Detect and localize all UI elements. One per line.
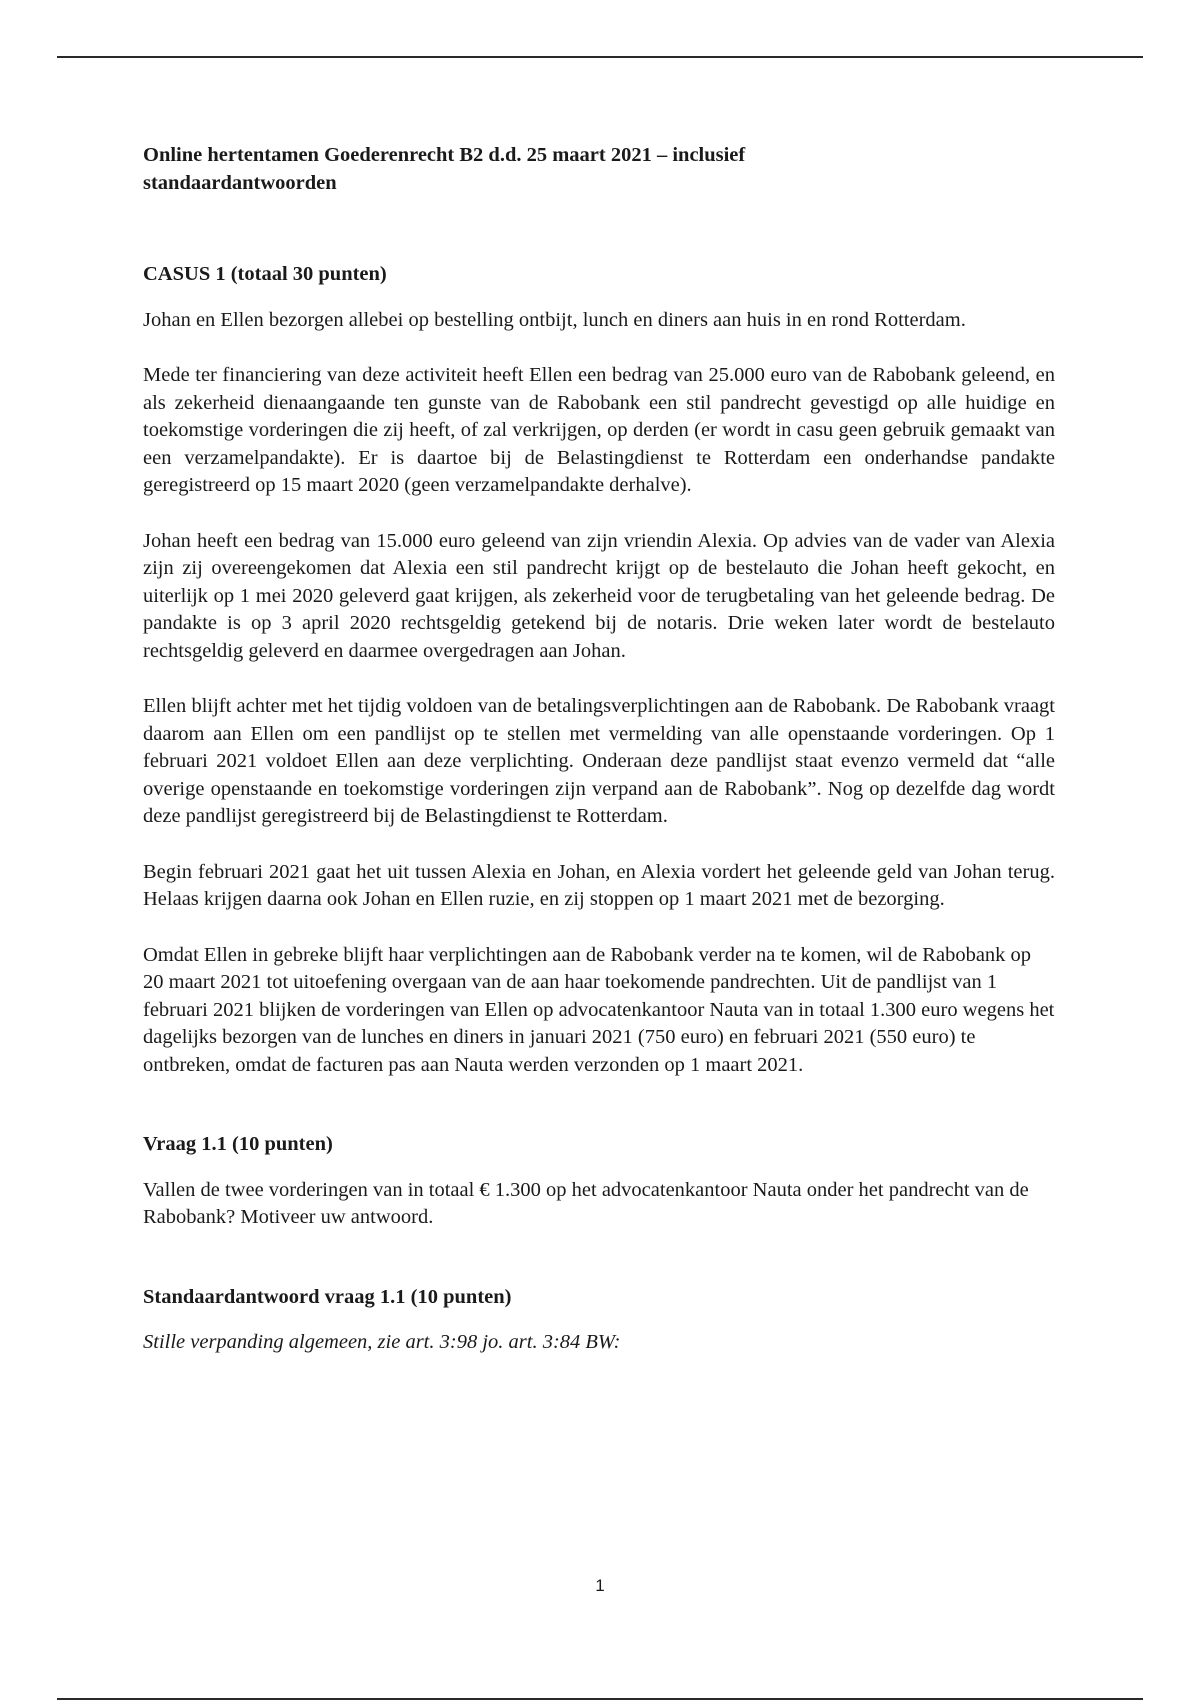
case-paragraph: Ellen blijft achter met het tijdig voldoen van de betalingsverplichtingen aan de Rabobank. De Rabobank vraagt daarom aan Ellen om een pandlijst op te stellen met vermelding van alle openstaande vorderingen. Op 1 februari 2021 voldoet Ellen aan deze verplichting. Onderaan deze pandlijst staat evenzo vermeld dat “alle overige openstaande en toekomstige vorderingen zijn verpand aan de Rabobank”. Nog op dezelfde dag wordt deze pandlijst geregistreerd bij de Belastingdienst te Rotterdam.: [143, 695, 1055, 827]
case-heading: CASUS 1 (totaal 30 punten): [143, 263, 387, 285]
document-title: Online hertentamen Goederenrecht B2 d.d. 25 maart 2021 – inclusief standaardantwoorden: [143, 144, 746, 194]
header-rule: [57, 56, 1143, 58]
question-text: Vallen de twee vorderingen van in totaal € 1.300 op het advocatenkantoor Nauta onder het pandrecht van de Rabobank? Motiveer uw antwoord.: [143, 1178, 1029, 1228]
case-paragraph: Johan heeft een bedrag van 15.000 euro geleend van zijn vriendin Alexia. Op advies van de vader van Alexia zijn zij overeengekomen dat Alexia een stil pandrecht krijgt op de bestelauto die Johan heeft gekocht, en uiterlijk op 1 mei 2020 geleverd gaat krijgen, als zekerheid voor de terugbetaling van het geleende bedrag. De pandakte is op 3 april 2020 rechtsgeldig getekend bij de notaris. Drie weken later wordt de bestelauto rechtsgeldig geleverd en daarmee overgedragen aan Johan.: [143, 529, 1055, 662]
page-number: 1: [595, 1576, 605, 1595]
case-paragraph: Omdat Ellen in gebreke blijft haar verplichtingen aan de Rabobank verder na te komen, wil de Rabobank op 20 maart 2021 tot uitoefening overgaan van de aan haar toekomende pandrechten. Uit de pandlijst van 1 februari 2021 blijken de vorderingen van Ellen op advocatenkantoor Nauta van in totaal 1.300 euro wegens het dagelijks bezorgen van de lunches en diners in januari 2021 (750 euro) en februari 2021 (550 euro) te ontbreken, omdat de facturen pas aan Nauta werden verzonden op 1 maart 2021.: [143, 943, 1055, 1076]
case-paragraph: Johan en Ellen bezorgen allebei op bestelling ontbijt, lunch en diners aan huis in en rond Rotterdam.: [143, 308, 966, 331]
case-paragraph: Begin februari 2021 gaat het uit tussen Alexia en Johan, en Alexia vordert het geleende geld van Johan terug. Helaas krijgen daarna ook Johan en Ellen ruzie, en zij stoppen op 1 maart 2021 met de bezorging.: [143, 860, 1055, 910]
page-content: [143, 142, 1055, 1357]
answer-heading: Standaardantwoord vraag 1.1 (10 punten): [143, 1285, 512, 1308]
answer-intro: Stille verpanding algemeen, zie art. 3:98 jo. art. 3:84 BW:: [143, 1331, 621, 1353]
case-paragraph: Mede ter financiering van deze activiteit heeft Ellen een bedrag van 25.000 euro van de Rabobank geleend, en als zekerheid dienaangaande ten gunste van de Rabobank een stil pandrecht gevestigd op alle huidige en toekomstige vorderingen die zij heeft, of zal verkrijgen, op derden (er wordt in casu geen gebruik gemaakt van een verzamelpandakte). Er is daartoe bij de Belastingdienst te Rotterdam een onderhandse pandakte geregistreerd op 15 maart 2020 (geen verzamelpandakte derhalve).: [143, 364, 1055, 496]
question-heading: Vraag 1.1 (10 punten): [143, 1133, 333, 1155]
